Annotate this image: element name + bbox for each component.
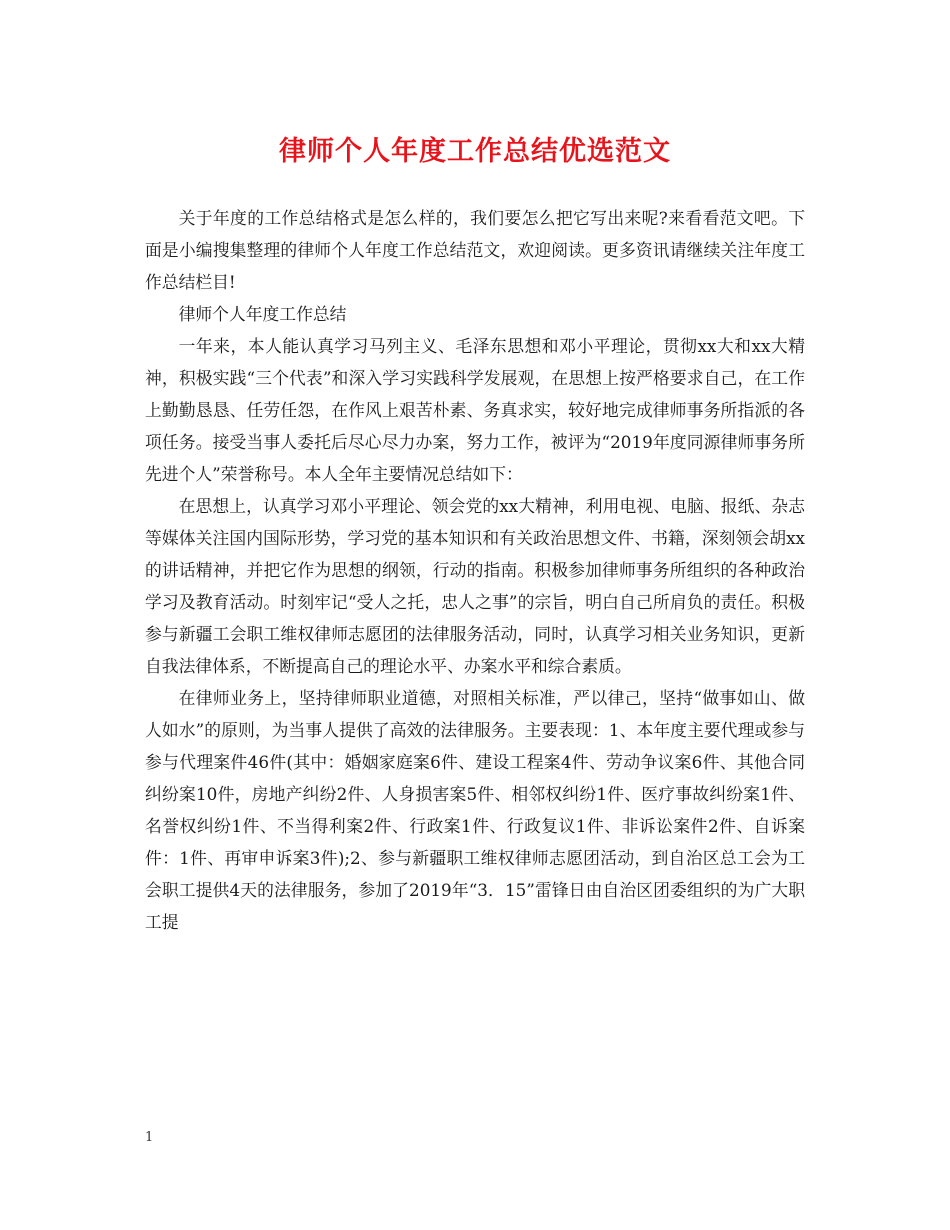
section-heading: 律师个人年度工作总结	[178, 304, 347, 324]
document-title: 律师个人年度工作总结优选范文	[279, 136, 671, 167]
body-paragraph: 在律师业务上，坚持律师职业道德，对照相关标准，严以律己，坚持“做事如山、做人如水”的原则，为当事人提供了高效的法律服务。主要表现：1、本年度主要代理或参与参与代理案件46件(其中：婚姻家庭案6件、建设工程案4件、劳动争议案6件、其他合同纠纷案10件，房地产纠纷2件、人身损害案5件、相邻权纠纷1件、医疗事故纠纷案1件、名誉权纠纷1件、不当得利案2件、行政案1件、行政复议1件、非诉讼案件2件、自诉案件：1件、再审申诉案3件);2、参与新疆职工维权律师志愿团活动，到自治区总工会为工会职工提供4天的法律服务，参加了2019年“3．15”雷锋日由自治区团委组织的为广大职工提	[145, 688, 805, 932]
body-paragraph: 在思想上，认真学习邓小平理论、领会党的xx大精神，利用电视、电脑、报纸、杂志等媒体关注国内国际形势，学习党的基本知识和有关政治思想文件、书籍，深刻领会胡xx的讲话精神，并把它作为思想的纲领，行动的指南。积极参加律师事务所组织的各种政治学习及教育活动。时刻牢记“受人之托，忠人之事”的宗旨，明白自己所肩负的责任。积极参与新疆工会职工维权律师志愿团的法律服务活动，同时，认真学习相关业务知识，更新自我法律体系，不断提高自己的理论水平、办案水平和综合素质。	[145, 496, 805, 676]
document-body	[145, 202, 805, 938]
intro-paragraph: 关于年度的工作总结格式是怎么样的，我们要怎么把它写出来呢?来看看范文吧。下面是小编搜集整理的律师个人年度工作总结范文，欢迎阅读。更多资讯请继续关注年度工作总结栏目!	[145, 208, 805, 292]
page-number: 1	[145, 1130, 154, 1145]
body-paragraph: 一年来，本人能认真学习马列主义、毛泽东思想和邓小平理论，贯彻xx大和xx大精神，积极实践“三个代表”和深入学习实践科学发展观，在思想上按严格要求自己，在工作上勤勤恳恳、任劳任怨，在作风上艰苦朴素、务真求实，较好地完成律师事务所指派的各项任务。接受当事人委托后尽心尽力办案，努力工作，被评为“2019年度同源律师事务所先进个人”荣誉称号。本人全年主要情况总结如下：	[145, 336, 805, 484]
